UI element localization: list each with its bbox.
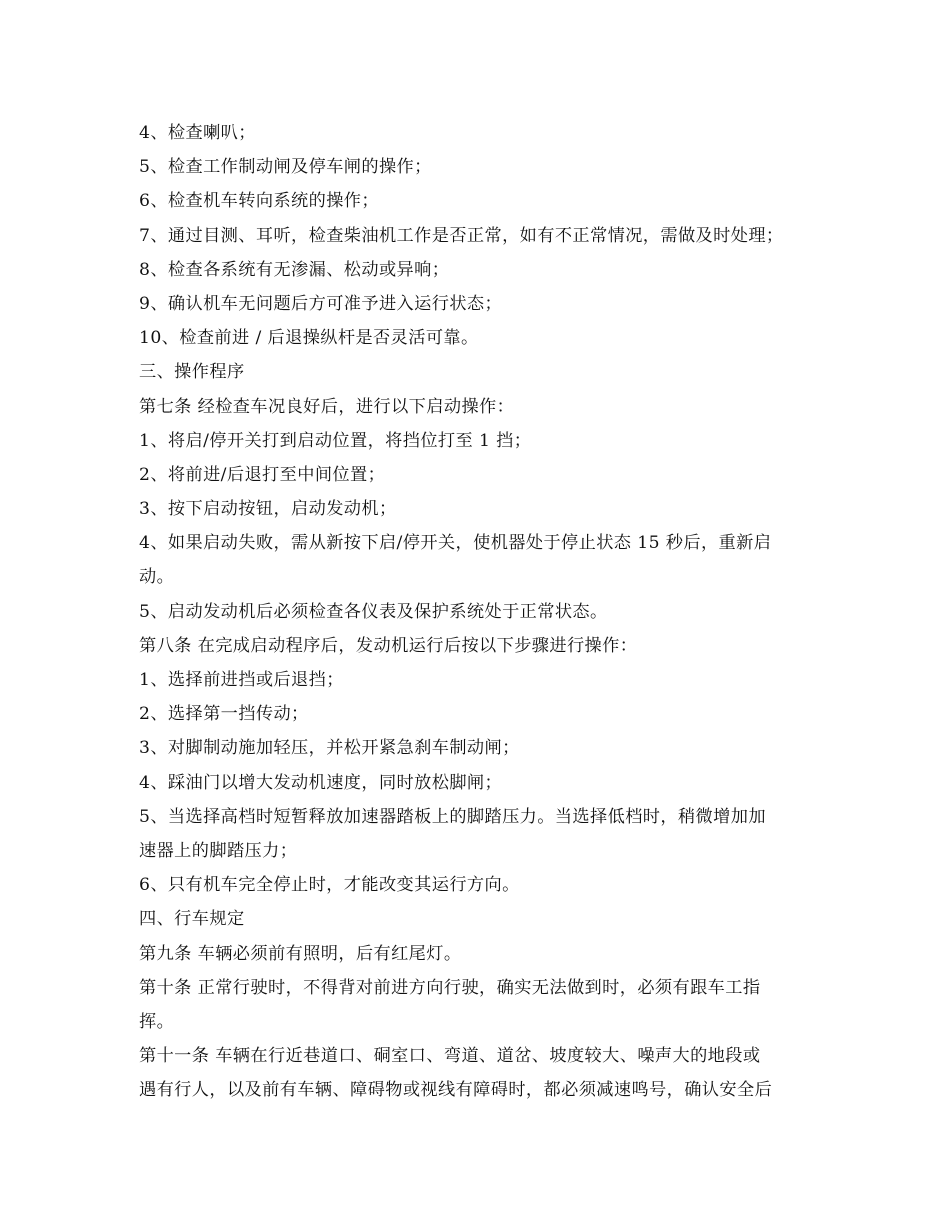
text-line: 1、将启/停开关打到启动位置，将挡位打至 1 挡；: [139, 430, 532, 451]
article-line: 第九条 车辆必须前有照明，后有红尾灯。: [139, 943, 462, 964]
article-line: 第十条 正常行驶时，不得背对前进方向行驶，确实无法做到时，必须有跟车工指: [139, 977, 761, 998]
section-heading: 三、操作程序: [139, 362, 245, 383]
text-line: 3、对脚制动施加轻压，并松开紧急刹车制动闸；: [139, 738, 520, 759]
text-line: 9、确认机车无问题后方可准予进入运行状态；: [139, 293, 503, 314]
text-line: 5、检查工作制动闸及停车闸的操作；: [139, 157, 432, 178]
text-line: 7、通过目测、耳听，检查柴油机工作是否正常，如有不正常情况，需做及时处理；: [139, 225, 784, 246]
text-line: 4、检查喇叭；: [139, 123, 256, 143]
text-line: 8、检查各系统有无渗漏、松动或异响；: [139, 259, 450, 280]
text-line: 2、将前进/后退打至中间位置；: [139, 464, 386, 485]
text-line: 遇有行人，以及前有车辆、障碍物或视线有障碍时，都必须减速鸣号，确认安全后: [139, 1080, 773, 1101]
text-line: 5、启动发动机后必须检查各仪表及保护系统处于正常状态。: [139, 601, 608, 622]
text-line: 4、如果启动失败，需从新按下启/停开关，使机器处于停止状态 15 秒后，重新启: [139, 533, 772, 554]
text-line: 6、只有机车完全停止时，才能改变其运行方向。: [139, 875, 520, 896]
text-line: 速器上的脚踏压力；: [139, 840, 298, 861]
article-line: 第八条 在完成启动程序后，发动机运行后按以下步骤进行操作：: [139, 635, 638, 656]
text-line: 挥。: [139, 1011, 175, 1032]
text-line: 动。: [139, 567, 175, 588]
text-line: 3、按下启动按钮，启动发动机；: [139, 499, 397, 520]
text-line: 10、检查前进 / 后退操纵杆是否灵活可靠。: [139, 328, 479, 349]
document-body: [139, 116, 819, 1107]
text-line: 5、当选择高档时短暂释放加速器踏板上的脚踏压力。当选择低档时，稍微增加加: [139, 806, 766, 827]
section-heading: 四、行车规定: [139, 909, 245, 930]
text-line: 6、检查机车转向系统的操作；: [139, 191, 379, 212]
article-line: 第七条 经检查车况良好后，进行以下启动操作：: [139, 396, 515, 417]
text-line: 1、选择前进挡或后退挡；: [139, 670, 344, 690]
text-line: 2、选择第一挡传动；: [139, 704, 309, 725]
article-line: 第十一条 车辆在行近巷道口、硐室口、弯道、道岔、坡度较大、噪声大的地段或: [139, 1046, 761, 1067]
text-line: 4、踩油门以增大发动机速度，同时放松脚闸；: [139, 772, 503, 793]
